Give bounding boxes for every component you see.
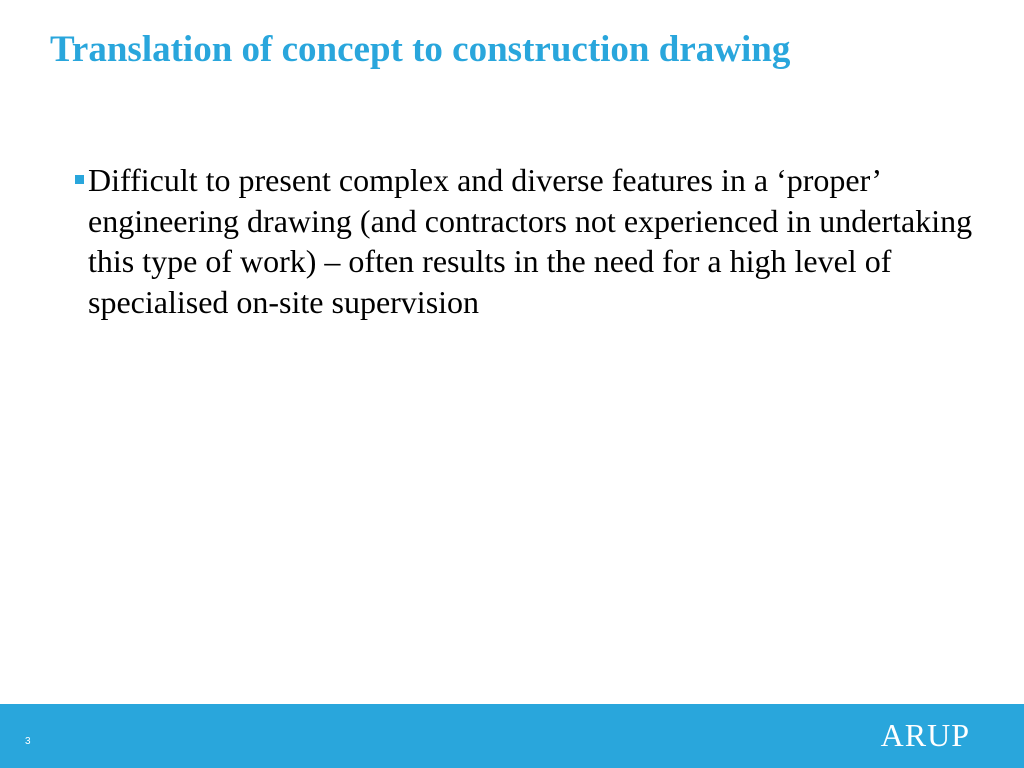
page-number: 3 xyxy=(25,736,31,747)
arup-logo: ARUP xyxy=(880,717,970,753)
bullet-list xyxy=(88,160,988,322)
square-bullet-icon xyxy=(75,175,84,184)
slide-title: Translation of concept to construction drawing xyxy=(50,29,791,70)
footer-bar xyxy=(0,704,1024,768)
bullet-text: Difficult to present complex and diverse features in a ‘proper’ engineering drawing (and contractors not experienced in undertaking this type of work) – often results in the need for a high level of specialised on-site supervision xyxy=(88,162,973,320)
bullet-item xyxy=(88,160,988,322)
